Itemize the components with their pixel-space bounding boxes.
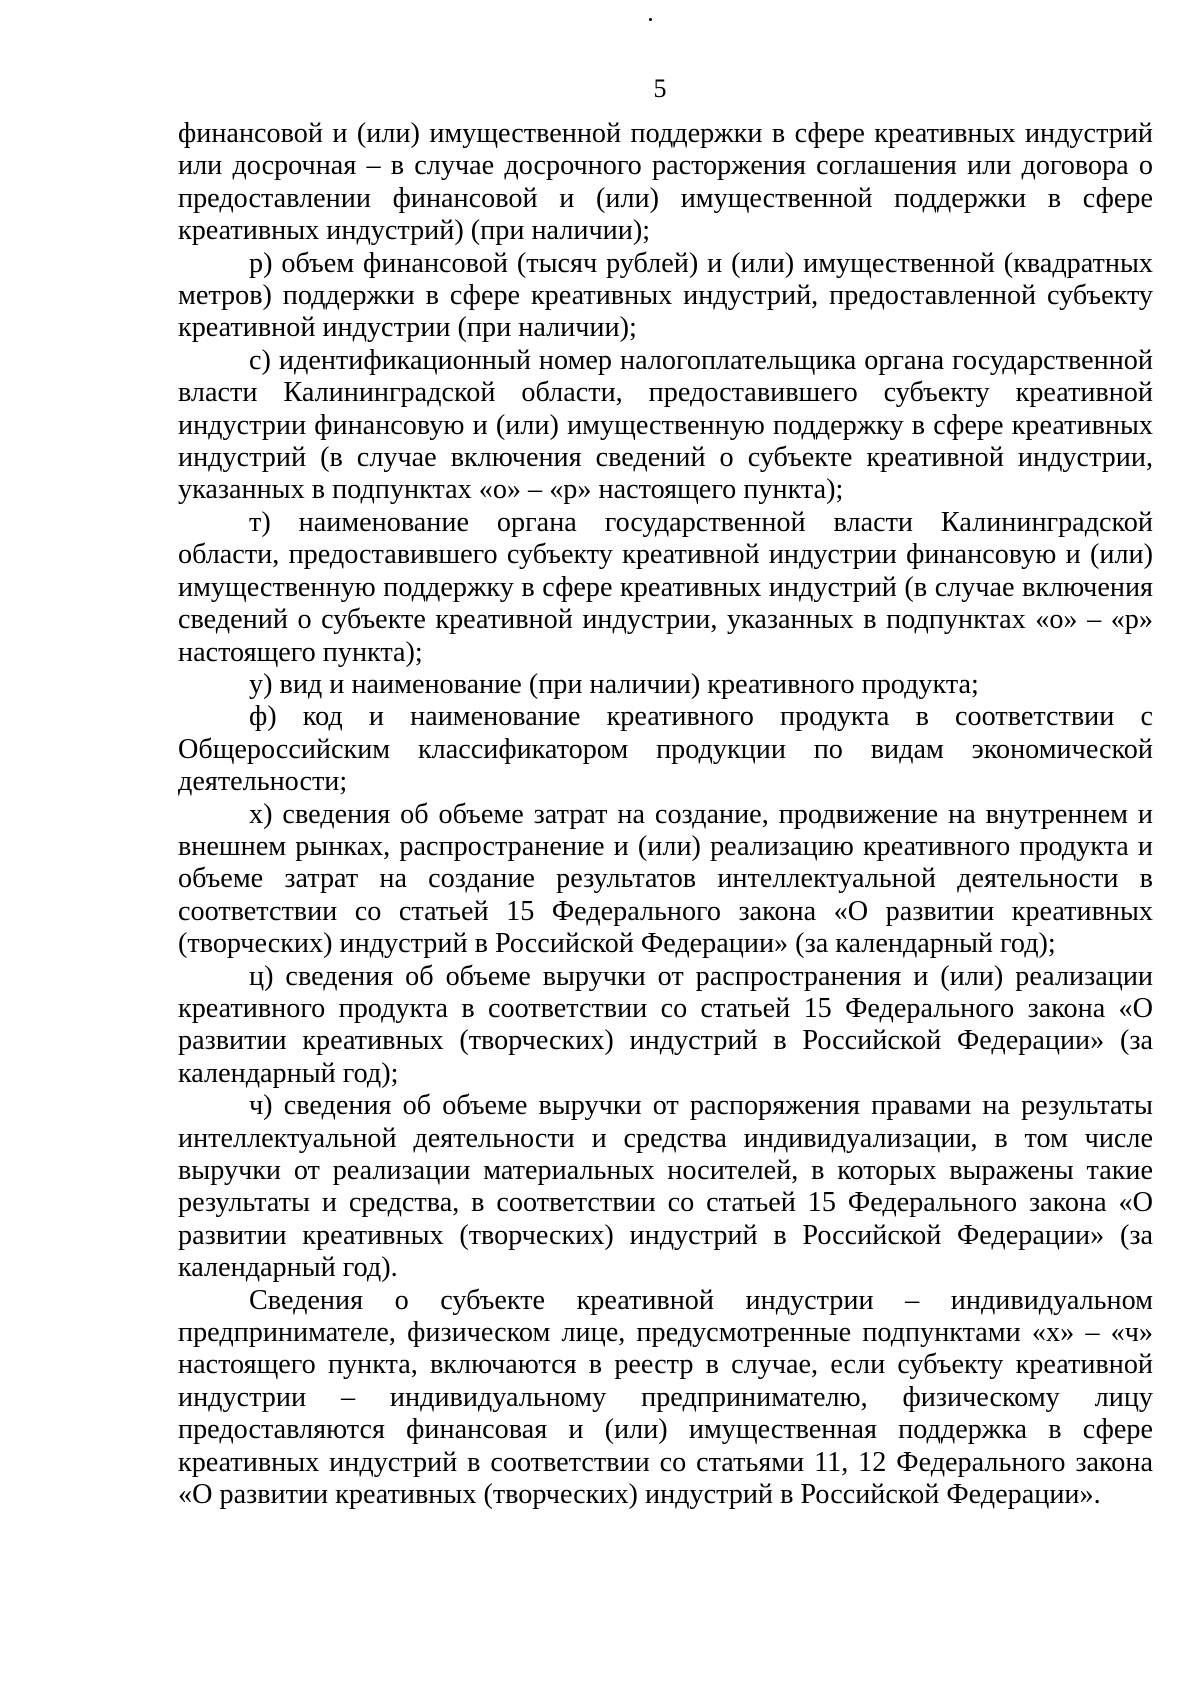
paragraph-item-kh: х) сведения об объеме затрат на создание, продвижение на внутреннем и внешнем рынках, распространение и (или) реализацию креативного продукта и объеме затрат на создание результатов интеллектуальной деятельности в соответствии со статьей 15 Федерального закона «О развитии креативных (творческих) индустрий в Российской Федерации» (за календарный год); (178, 798, 1153, 960)
paragraph-item-s: с) идентификационный номер налогоплательщика органа государственной власти Калининградской области, предоставившего субъекту креативной индустрии финансовую и (или) имущественную поддержку в сфере креативных индустрий (в случае включения сведений о субъекте креативной индустрии, указанных в подпунктах «о» – «р» настоящего пункта); (178, 344, 1153, 506)
paragraph-continuation: финансовой и (или) имущественной поддержки в сфере креативных индустрий или досрочная – в случае досрочного расторжения соглашения или договора о предоставлении финансовой и (или) имущественной поддержки в сфере креативных индустрий) (при наличии); (178, 118, 1153, 247)
document-body (178, 118, 1153, 1511)
paragraph-item-ts: ц) сведения об объеме выручки от распространения и (или) реализации креативного продукта в соответствии со статьей 15 Федерального закона «О развитии креативных (творческих) индустрий в Российской Федерации» (за календарный год); (178, 960, 1153, 1089)
page-number: 5 (653, 74, 667, 103)
paragraph-item-r: р) объем финансовой (тысяч рублей) и (или) имущественной (квадратных метров) поддержки в сфере креативных индустрий, предоставленной субъекту креативной индустрии (при наличии); (178, 247, 1153, 344)
paragraph-item-ch: ч) сведения об объеме выручки от распоряжения правами на результаты интеллектуальной деятельности и средства индивидуализации, в том числе выручки от реализации материальных носителей, в которых выражены такие результаты и средства, в соответствии со статьей 15 Федерального закона «О развитии креативных (творческих) индустрий в Российской Федерации» (за календарный год). (178, 1090, 1153, 1284)
scan-speck (649, 18, 652, 21)
paragraph-item-t: т) наименование органа государственной власти Калининградской области, предоставившего субъекту креативной индустрии финансовую и (или) имущественную поддержку в сфере креативных индустрий (в случае включения сведений о субъекте креативной индустрии, указанных в подпунктах «о» – «р» настоящего пункта); (178, 506, 1153, 668)
paragraph-item-f: ф) код и наименование креативного продукта в соответствии с Общероссийским классификатором продукции по видам экономической деятельности; (178, 701, 1153, 798)
paragraph-item-u: у) вид и наименование (при наличии) креативного продукта; (249, 668, 979, 700)
paragraph-final-note: Сведения о субъекте креативной индустрии – индивидуальном предпринимателе, физическом лице, предусмотренные подпунктами «х» – «ч» настоящего пункта, включаются в реестр в случае, если субъекту креативной индустрии – индивидуальному предпринимателю, физическому лицу предоставляются финансовая и (или) имущественная поддержка в сфере креативных индустрий в соответствии со статьями 11, 12 Федерального закона «О развитии креативных (творческих) индустрий в Российской Федерации». (178, 1284, 1153, 1511)
